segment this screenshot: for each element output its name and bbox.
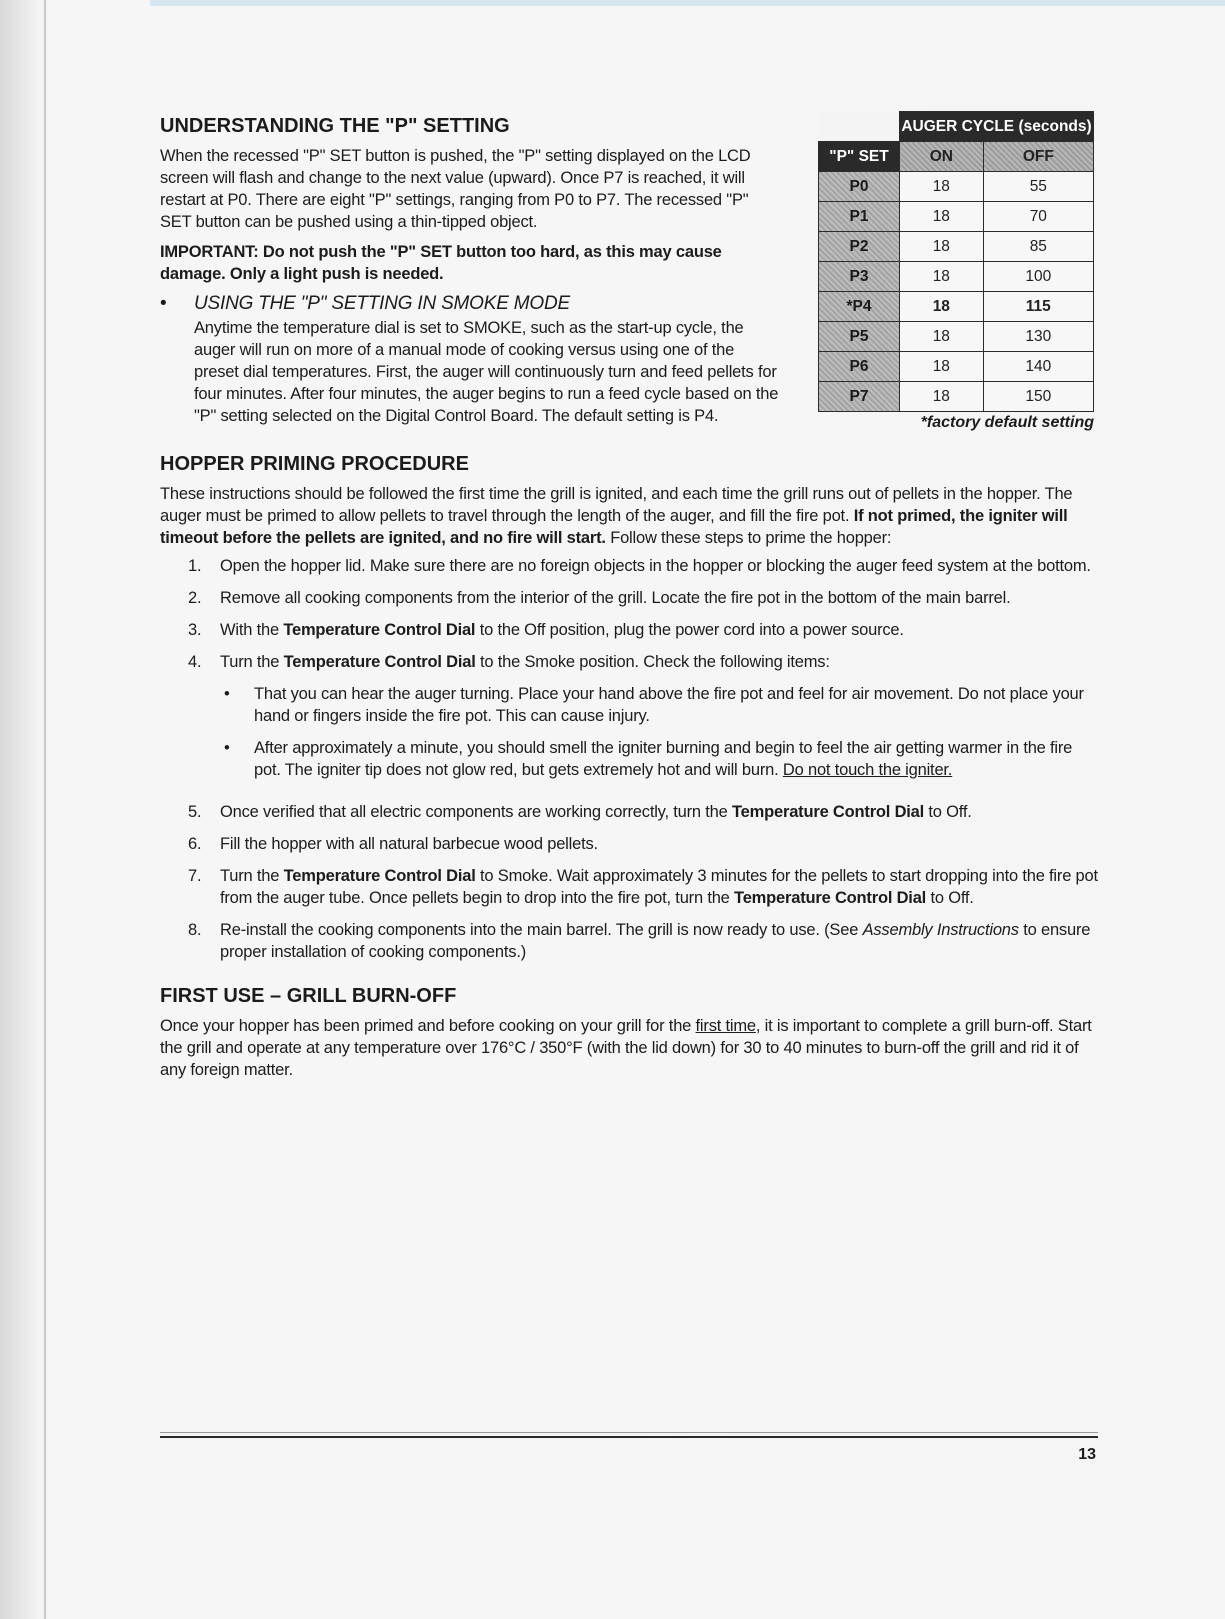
step-text-part: to the Off position, plug the power cord into a power source. xyxy=(475,621,904,639)
list-item xyxy=(160,587,1100,609)
cell-on: 18 xyxy=(900,262,984,292)
cell-off: 130 xyxy=(983,322,1093,352)
smoke-mode-subheading xyxy=(160,293,780,315)
step-text-italic: Assembly Instructions xyxy=(862,921,1019,939)
cell-on: 18 xyxy=(900,382,984,412)
table-row xyxy=(819,232,1094,262)
cell-p-set: P6 xyxy=(819,352,900,382)
important-note: IMPORTANT: Do not push the "P" SET button too hard, as this may cause damage. Only a light push is needed. xyxy=(160,243,722,283)
table-header-row xyxy=(819,142,1094,172)
burnoff-emphasis: first time xyxy=(695,1017,756,1035)
auger-cycle-table xyxy=(818,111,1094,412)
table-row xyxy=(819,202,1094,232)
list-item xyxy=(160,651,1100,791)
step-number: 1. xyxy=(188,557,202,575)
footer-rule xyxy=(160,1436,1098,1438)
step-number: 5. xyxy=(188,803,202,821)
step-text: Remove all cooking components from the interior of the grill. Locate the fire pot in the bottom of the main barrel. xyxy=(220,589,1011,607)
step-text-part: to ensure proper installation of cooking components.) xyxy=(220,921,1091,961)
step-text xyxy=(220,801,1100,823)
cell-on: 18 xyxy=(900,202,984,232)
cell-off: 55 xyxy=(983,172,1093,202)
step-text: Fill the hopper with all natural barbecue wood pellets. xyxy=(220,835,598,853)
step-number: 6. xyxy=(188,835,202,853)
list-item xyxy=(160,833,1100,855)
smoke-mode-body: Anytime the temperature dial is set to SMOKE, such as the start-up cycle, the auger will run on more of a manual mode of cooking versus using one of the preset dial temperatures. First, the auger will continuously turn and feed pellets for four minutes. After four minutes, the auger begins to run a feed cycle based on the "P" setting selected on the Digital Control Board. The default setting is P4. xyxy=(194,319,779,425)
burnoff-text: , it is important to complete a grill burn-off. Start the grill and operate at any temperature over 176°C / 350°F (with the lid down) for 30 to 40 minutes to burn-off the grill and rid it of any foreign matter. xyxy=(160,1017,1092,1079)
cell-on: 18 xyxy=(900,292,984,322)
cell-p-set: *P4 xyxy=(819,292,900,322)
step-text xyxy=(220,865,1100,909)
step-text-part: to Off. xyxy=(926,889,974,907)
cell-p-set: P0 xyxy=(819,172,900,202)
cell-off: 70 xyxy=(983,202,1093,232)
hopper-section xyxy=(160,453,1100,963)
check-item-part: After approximately a minute, you should smell the igniter burning and begin to feel the air getting warmer in the fire pot. The igniter tip does not glow red, but gets extremely hot and will burn. xyxy=(254,739,1073,779)
burnoff-text: Once your hopper has been primed and before cooking on your grill for the xyxy=(160,1017,696,1035)
step-number: 8. xyxy=(188,921,202,939)
check-items xyxy=(220,683,1100,781)
step-number: 4. xyxy=(188,653,202,671)
step-text-part: to the Smoke position. Check the following items: xyxy=(475,653,830,671)
cell-p-set: P7 xyxy=(819,382,900,412)
list-item xyxy=(160,919,1100,963)
step-number: 2. xyxy=(188,589,202,607)
burnoff-body xyxy=(160,1015,1100,1081)
step-number: 7. xyxy=(188,867,202,885)
step-text: Open the hopper lid. Make sure there are no foreign objects in the hopper or blocking the auger feed system at the bottom. xyxy=(220,557,1091,575)
section-title-p-setting: UNDERSTANDING THE "P" SETTING xyxy=(160,115,510,137)
cell-on: 18 xyxy=(900,172,984,202)
list-item xyxy=(160,555,1100,577)
step-number: 3. xyxy=(188,621,202,639)
page-number: 13 xyxy=(1078,1446,1096,1463)
cell-on: 18 xyxy=(900,232,984,262)
step-text-part: to Smoke. Wait approximately 3 minutes for the pellets to start dropping into the fire pot from the auger tube. Once pellets begin to drop into the fire pot, turn the xyxy=(220,867,1098,907)
col-header-p-set: "P" SET xyxy=(819,142,900,172)
list-item xyxy=(160,801,1100,823)
cell-off: 100 xyxy=(983,262,1093,292)
top-strip xyxy=(150,0,1225,6)
p-setting-intro: When the recessed "P" SET button is pushed, the "P" setting displayed on the LCD screen will flash and change to the next value (upward). Once P7 is reached, it will restart at P0. There are eight "P" settings, ranging from P0 to P7. The recessed "P" SET button can be pushed using a thin-tipped object. xyxy=(160,147,751,231)
footer-rule-thin xyxy=(160,1432,1098,1433)
section-title-hopper: HOPPER PRIMING PROCEDURE xyxy=(160,453,469,475)
table-row xyxy=(819,352,1094,382)
table-row xyxy=(819,382,1094,412)
step-text-bold: Temperature Control Dial xyxy=(283,653,476,671)
step-text xyxy=(220,651,1100,791)
check-item-text: That you can hear the auger turning. Place your hand above the fire pot and feel for air movement. Do not place your hand or fingers inside the fire pot. This can cause injury. xyxy=(254,685,1084,725)
check-item-text xyxy=(254,737,1100,781)
step-text xyxy=(220,919,1100,963)
list-item xyxy=(220,737,1100,781)
step-text-part: With the xyxy=(220,621,284,639)
cell-p-set: P1 xyxy=(819,202,900,232)
table-row-default xyxy=(819,292,1094,322)
list-item xyxy=(160,619,1100,641)
table-row xyxy=(819,172,1094,202)
table-corner xyxy=(819,112,900,142)
step-text xyxy=(220,619,1100,641)
col-header-on: ON xyxy=(900,142,984,172)
cell-off: 150 xyxy=(983,382,1093,412)
auger-cycle-header: AUGER CYCLE (seconds) xyxy=(900,112,1094,142)
cell-off: 85 xyxy=(983,232,1093,262)
check-item-warning: Do not touch the igniter. xyxy=(782,761,953,779)
smoke-mode-subheading-text: USING THE "P" SETTING IN SMOKE MODE xyxy=(194,293,570,314)
step-text-part: Re-install the cooking components into the main barrel. The grill is now ready to use. (See xyxy=(220,921,863,939)
section-title-burnoff: FIRST USE – GRILL BURN-OFF xyxy=(160,985,457,1007)
step-text-bold: Temperature Control Dial xyxy=(283,867,476,885)
table-row xyxy=(819,262,1094,292)
list-item xyxy=(160,865,1100,909)
step-text-bold: Temperature Control Dial xyxy=(732,803,925,821)
table-row xyxy=(819,322,1094,352)
hopper-intro-warning: If not primed, the igniter will timeout before the pellets are ignited, and no fire will start. xyxy=(160,507,1068,547)
bullet-icon: • xyxy=(224,685,230,703)
step-text-bold: Temperature Control Dial xyxy=(734,889,927,907)
hopper-intro-text: These instructions should be followed the first time the grill is ignited, and each time the grill runs out of pellets in the hopper. The auger must be primed to allow pellets to travel through the length of the auger, and fill the fire pot. xyxy=(160,485,1073,525)
cell-p-set: P3 xyxy=(819,262,900,292)
priming-steps xyxy=(160,555,1100,963)
burnoff-section xyxy=(160,985,1100,1081)
list-item xyxy=(220,683,1100,727)
step-text-part: to Off. xyxy=(924,803,972,821)
cell-off: 115 xyxy=(983,292,1093,322)
page-edge xyxy=(44,0,46,1619)
cell-p-set: P2 xyxy=(819,232,900,262)
col-header-off: OFF xyxy=(983,142,1093,172)
step-text-part: Turn the xyxy=(220,867,284,885)
table-header-row xyxy=(819,112,1094,142)
cell-on: 18 xyxy=(900,322,984,352)
cell-off: 140 xyxy=(983,352,1093,382)
cell-p-set: P5 xyxy=(819,322,900,352)
bullet-icon: • xyxy=(160,293,167,314)
auger-table-wrap xyxy=(818,111,1096,432)
table-footnote: *factory default setting xyxy=(920,414,1094,431)
bullet-icon: • xyxy=(224,739,230,757)
step-text-part: Turn the xyxy=(220,653,284,671)
hopper-intro xyxy=(160,483,1100,549)
step-text-bold: Temperature Control Dial xyxy=(283,621,476,639)
step-text-part: Once verified that all electric components are working correctly, turn the xyxy=(220,803,733,821)
hopper-intro-tail: Follow these steps to prime the hopper: xyxy=(605,529,892,547)
cell-on: 18 xyxy=(900,352,984,382)
